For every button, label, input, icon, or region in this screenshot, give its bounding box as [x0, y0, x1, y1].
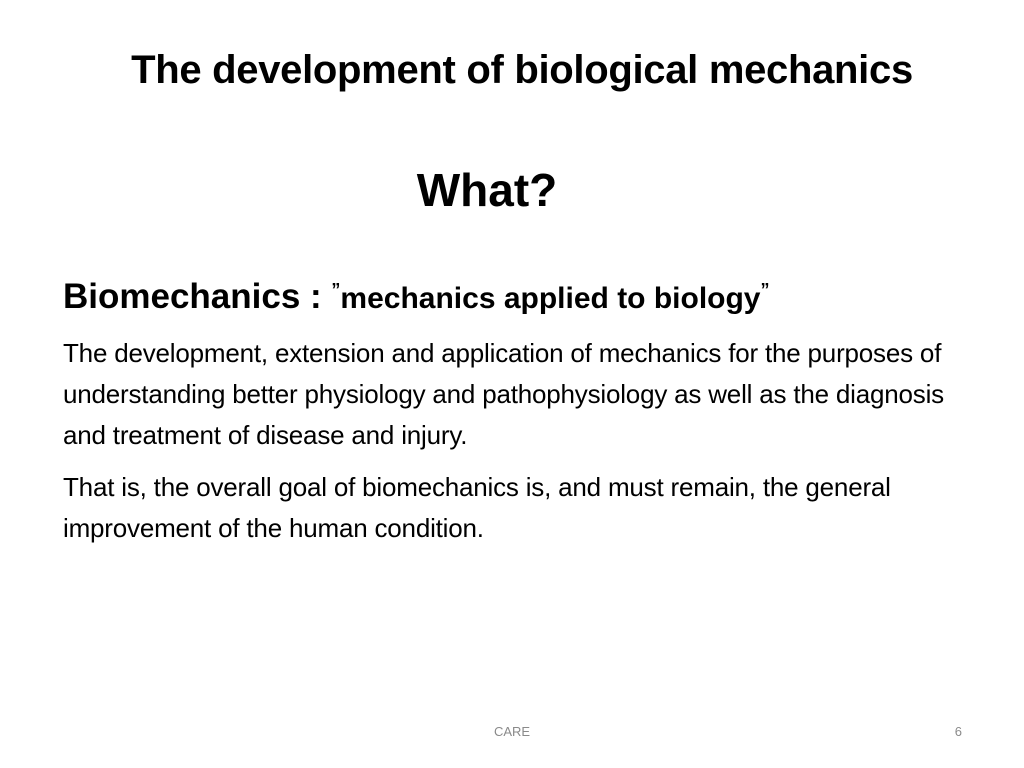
slide-subtitle: What? — [416, 164, 558, 216]
slide-body — [63, 266, 993, 560]
footer-label: CARE — [493, 724, 531, 739]
page-number: 6 — [954, 724, 962, 739]
slide-title: The development of biological mechanics — [131, 48, 913, 92]
definition-line — [63, 266, 993, 323]
close-quote: ” — [760, 280, 770, 300]
paragraph-goal: That is, the overall goal of biomechanics is, and must remain, the general improvement of the human condition. — [63, 472, 891, 543]
paragraph-definition-detail: The development, extension and application of mechanics for the purposes of understanding better physiology and pathophysiology as well as the diagnosis and treatment of disease and injury. — [63, 338, 944, 450]
open-quote: ” — [331, 280, 341, 300]
definition-text: mechanics applied to biology — [340, 282, 761, 315]
definition-term: Biomechanics : — [63, 277, 332, 316]
